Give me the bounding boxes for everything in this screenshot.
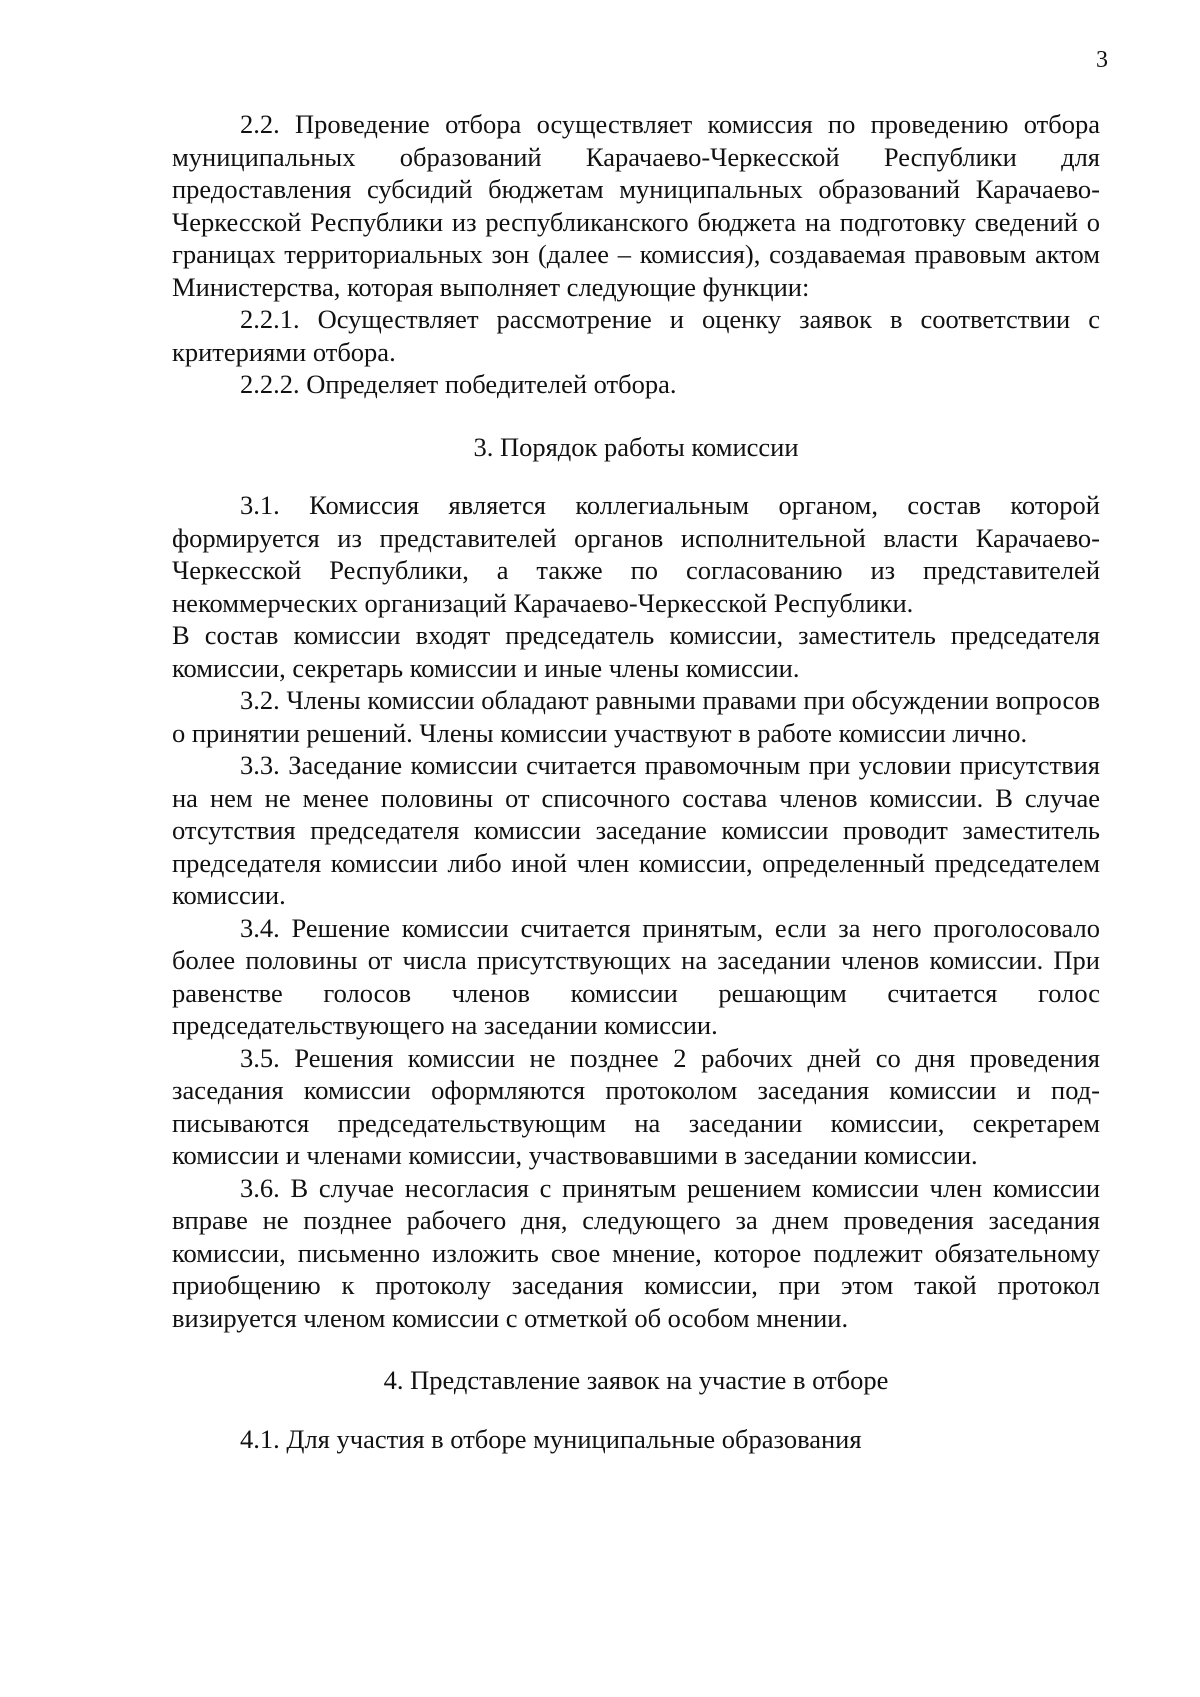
paragraph-3-6: 3.6. В случае несогласия с принятым решением комиссии член комиссии вправе не позднее рабочего дня, следующего за днем проведения заседания комиссии, письменно изложить свое мнение, которое подлежит обязательному приобщению к протоколу заседания комиссии, при этом такой протокол визируется членом комиссии с отметкой об особом мнении. (172, 1172, 1100, 1333)
paragraph-2-2-2: 2.2.2. Определяет победителей отбора. (240, 369, 677, 399)
paragraph-2-2-1: 2.2.1. Осуществляет рассмотрение и оценку заявок в соответствии с критериями отбора. (172, 304, 1100, 367)
paragraph-4-1: 4.1. Для участия в отборе муниципальные образования (240, 1423, 862, 1454)
section-heading-3: 3. Порядок работы комиссии (473, 431, 799, 462)
paragraph-3-1-continuation: В состав комиссии входят председатель комиссии, заместитель председателя комиссии, секретарь комиссии и иные члены комиссии. (172, 620, 1100, 683)
spacer (172, 1334, 1100, 1364)
spacer (172, 401, 1100, 431)
paragraph-3-4: 3.4. Решение комиссии считается принятым, если за него проголосовало более половины от числа присутствующих на заседании членов комиссии. При равенстве голосов членов комиссии решающим считается голос председательствующего на заседании комиссии. (172, 912, 1100, 1040)
spacer (172, 463, 1100, 489)
document-body (172, 108, 1100, 1455)
spacer (172, 1397, 1100, 1423)
paragraph-3-2: 3.2. Члены комиссии обладают равными правами при обсуждении вопросов о принятии решений. Члены комиссии участвуют в работе комиссии лично. (172, 685, 1100, 748)
page-number: 3 (1096, 47, 1108, 73)
paragraph-3-5: 3.5. Решения комиссии не позднее 2 рабочих дней со дня проведения заседания комиссии оформляются протоколом заседания комиссии и подписываются председательствующим на заседании комиссии, секретарем комиссии и членами комиссии, участвовавшими в заседании комиссии. (172, 1042, 1100, 1170)
paragraph-3-1: 3.1. Комиссия является коллегиальным органом, состав которой формируется из представителей органов исполнительной власти Карачаево-Черкесской Республики, а также по согласованию из представителей некоммерческих организаций Карачаево-Черкесской Республики. (172, 490, 1100, 618)
paragraph-3-3: 3.3. Заседание комиссии считается правомочным при условии присутствия на нем не менее половины от списочного состава членов комиссии. В случае отсутствия председателя комиссии заседание комиссии проводит заместитель председателя комиссии либо иной член комиссии, определенный председателем комиссии. (172, 750, 1100, 910)
section-heading-4: 4. Представление заявок на участие в отборе (383, 1365, 889, 1395)
paragraph-2-2: 2.2. Проведение отбора осуществляет комиссия по проведению отбора муниципальных образований Карачаево-Черкесской Республики для предоставления субсидий бюджетам муниципальных образований Карачаево-Черкесской Республики из республиканского бюджета на подготовку сведений о границах территориальных зон (далее – комиссия), создаваемая правовым актом Министерства, которая выполняет следующие функции: (172, 109, 1100, 302)
